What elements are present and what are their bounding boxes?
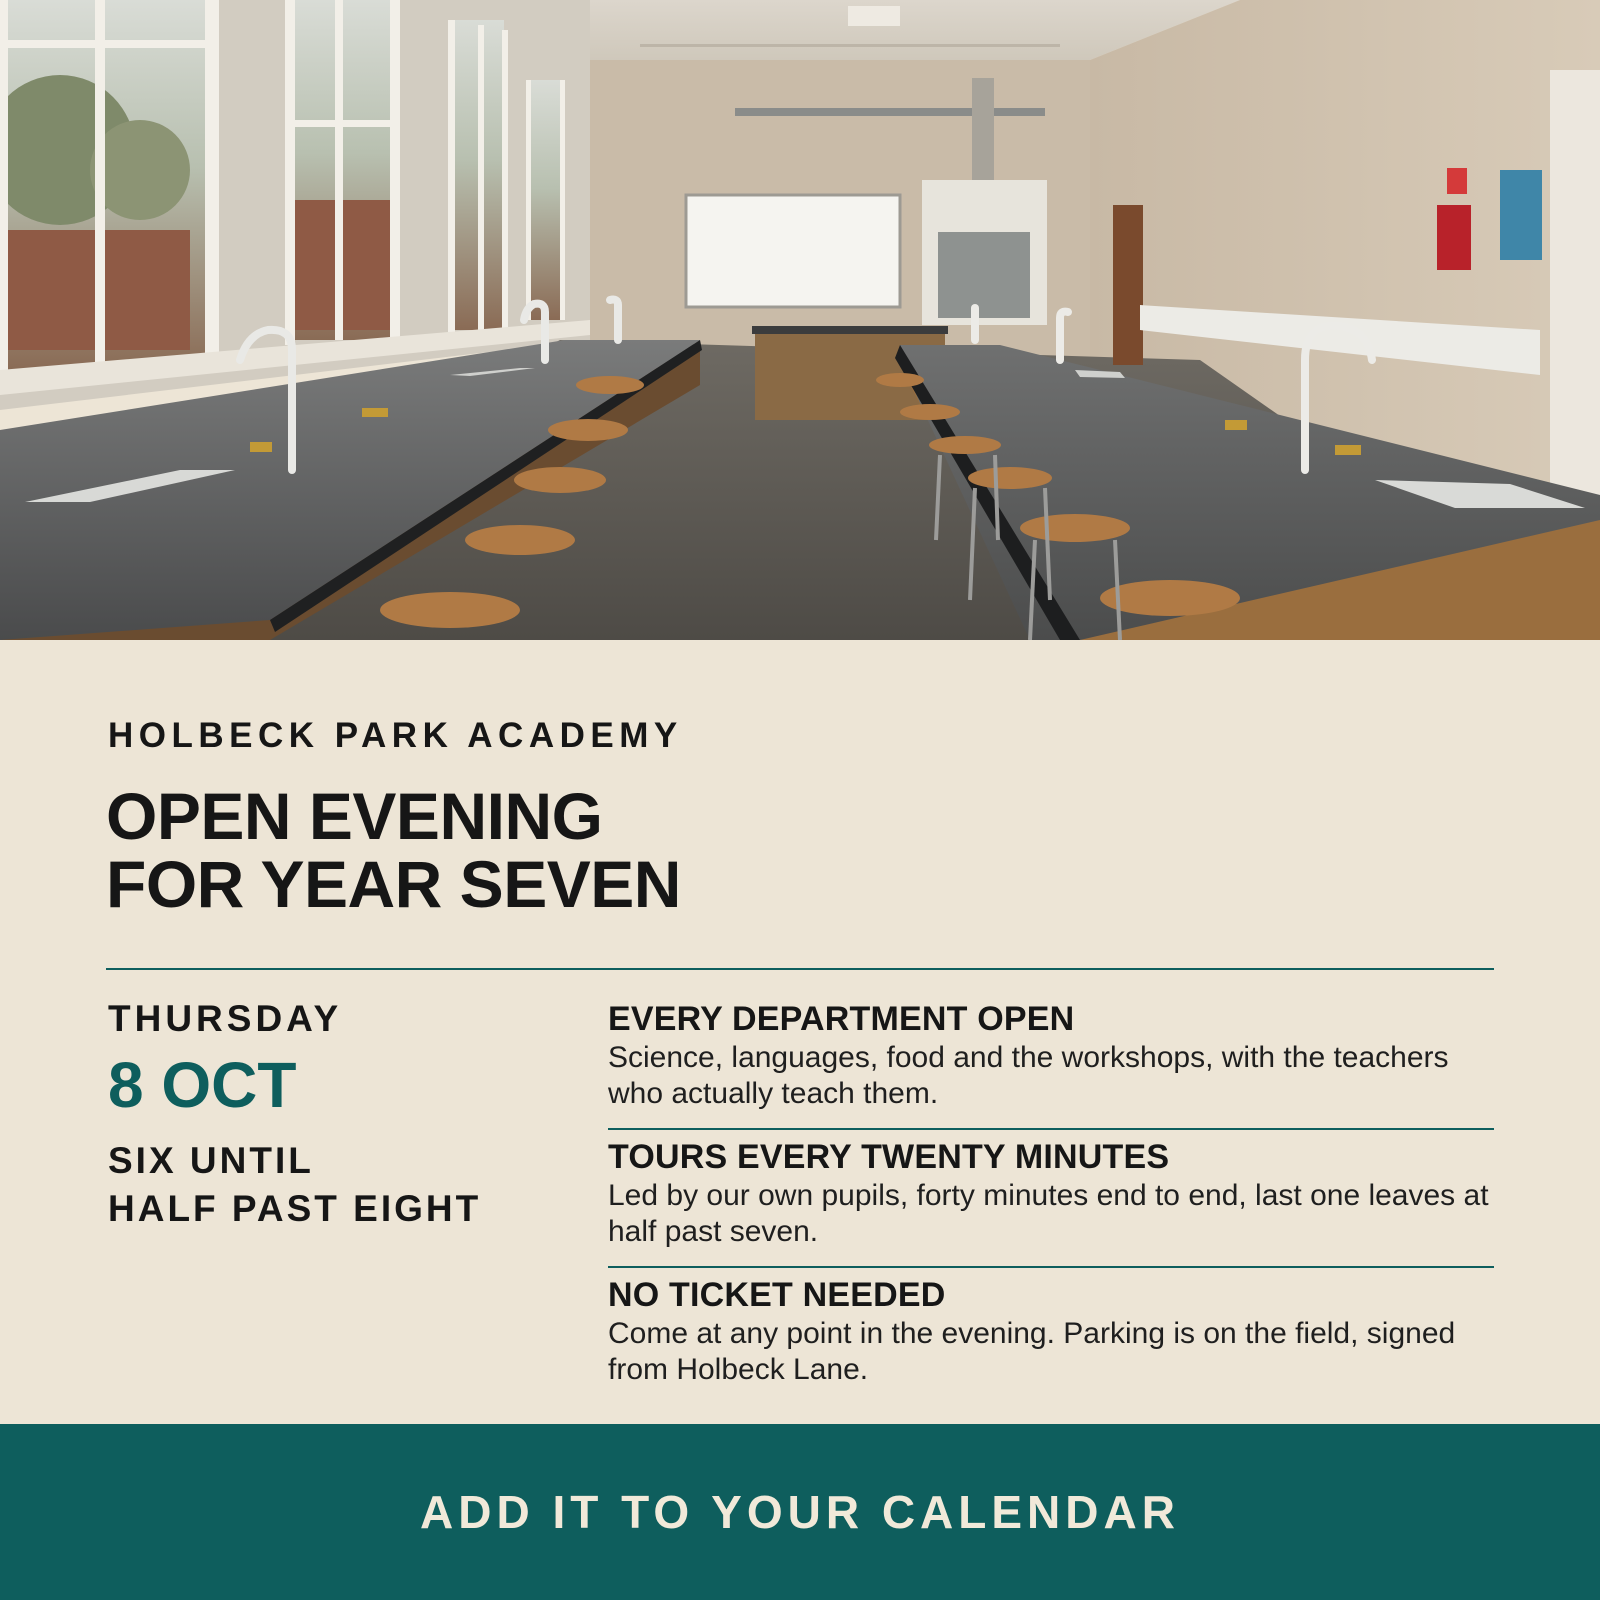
event-details xyxy=(608,998,1494,1404)
whiteboard xyxy=(686,195,900,307)
windows xyxy=(0,0,590,395)
detail-item xyxy=(608,1266,1494,1404)
detail-heading: EVERY DEPARTMENT OPEN xyxy=(608,1000,1075,1038)
detail-item xyxy=(608,1128,1494,1266)
hero-photo xyxy=(0,0,1600,640)
science-lab-illustration xyxy=(0,0,1600,640)
detail-heading: NO TICKET NEEDED xyxy=(608,1276,946,1314)
event-panel xyxy=(0,640,1600,1424)
event-title-line-2: FOR YEAR SEVEN xyxy=(106,847,681,921)
event-when xyxy=(108,1000,481,1233)
add-to-calendar-button[interactable] xyxy=(0,1424,1600,1600)
event-time xyxy=(108,1137,481,1233)
event-title xyxy=(106,779,681,921)
fume-cupboard xyxy=(922,180,1047,325)
add-to-calendar-label: ADD IT TO YOUR CALENDAR xyxy=(420,1486,1180,1538)
divider xyxy=(106,968,1494,970)
event-title-line-1: OPEN EVENING xyxy=(106,779,603,853)
detail-body: Science, languages, food and the workshops, with the teachers who actually teach them. xyxy=(608,1041,1449,1110)
detail-item xyxy=(608,998,1494,1128)
detail-heading: TOURS EVERY TWENTY MINUTES xyxy=(608,1138,1170,1176)
event-date: 8 OCT xyxy=(108,1049,297,1121)
detail-body: Led by our own pupils, forty minutes end to end, last one leaves at half past seven. xyxy=(608,1179,1489,1248)
detail-body: Come at any point in the evening. Parking is on the field, signed from Holbeck Lane. xyxy=(608,1317,1456,1386)
event-time-line-1: SIX UNTIL xyxy=(108,1140,314,1181)
event-time-line-2: HALF PAST EIGHT xyxy=(108,1188,482,1229)
event-day: THURSDAY xyxy=(108,998,343,1039)
school-name: HOLBECK PARK ACADEMY xyxy=(108,716,683,755)
